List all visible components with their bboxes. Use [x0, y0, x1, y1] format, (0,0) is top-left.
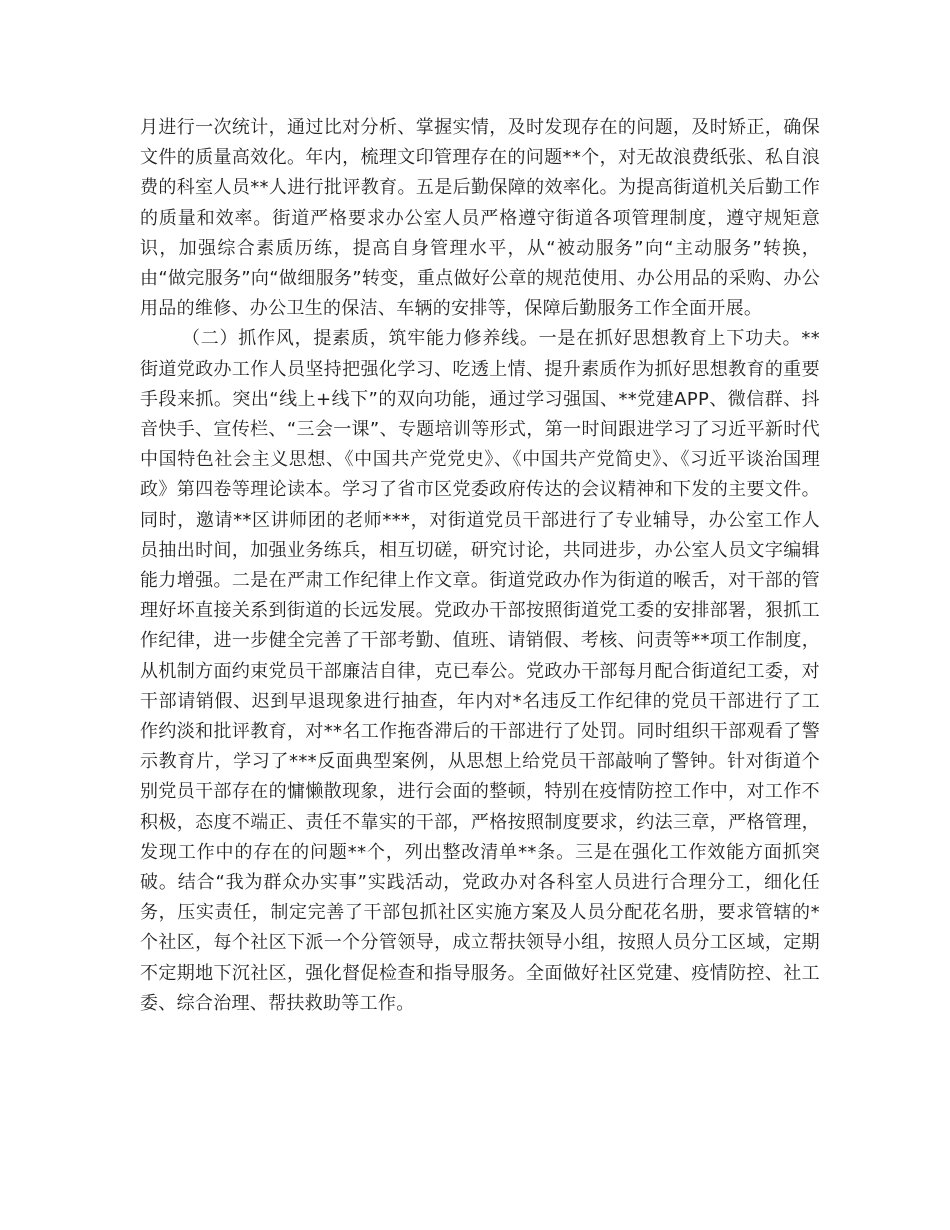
document-page	[140, 113, 820, 1019]
paragraph-work-style: （二）抓作风，提素质，筑牢能力修养线。一是在抓好思想教育上下功夫。**街道党政办工作人员坚持把强化学习、吃透上情、提升素质作为抓好思想教育的重要手段来抓。突出“线上+线下”的双向功能，通过学习强国、**党建APP、微信群、抖音快手、宣传栏、“三会一课”、专题培训等形式，第一时间跟进学习了习近平新时代中国特色社会主义思想、《中国共产党党史》、《中国共产党简史》、《习近平谈治国理政》第四卷等理论读本。学习了省市区党委政府传达的会议精神和下发的主要文件。同时，邀请**区讲师团的老师***，对街道党员干部进行了专业辅导，办公室工作人员抽出时间，加强业务练兵，相互切磋，研究讨论，共同进步，办公室人员文字编辑能力增强。二是在严肃工作纪律上作文章。街道党政办作为街道的喉舌，对干部的管理好坏直接关系到街道的长远发展。党政办干部按照街道党工委的安排部署，狠抓工作纪律，进一步健全完善了干部考勤、值班、请销假、考核、问责等**项工作制度，从机制方面约束党员干部廉洁自律，克已奉公。党政办干部每月配合街道纪工委，对干部请销假、迟到早退现象进行抽查，年内对*名违反工作纪律的党员干部进行了工作约淡和批评教育，对**名工作拖沓滞后的干部进行了处罚。同时组织干部观看了警示教育片，学习了***反面典型案例，从思想上给党员干部敲响了警钟。针对街道个别党员干部存在的慵懒散现象，进行会面的整顿，特别在疫情防控工作中，对工作不积极，态度不端正、责任不靠实的干部，严格按照制度要求，约法三章，严格管理，发现工作中的存在的问题**个，列出整改清单**条。三是在强化工作效能方面抓突破。结合“我为群众办实事”实践活动，党政办对各科室人员进行合理分工，细化任务，压实责任，制定完善了干部包抓社区实施方案及人员分配花名册，要求管辖的*个社区，每个社区下派一个分管领导，成立帮扶领导小组，按照人员分工区域，定期不定期地下沉社区，强化督促检查和指导服务。全面做好社区党建、疫情防控、社工委、综合治理、帮扶救助等工作。	[140, 328, 820, 1014]
paragraph-logistics: 月进行一次统计，通过比对分析、掌握实情，及时发现存在的问题，及时矫正，确保文件的质量高效化。年内，梳理文印管理存在的问题**个，对无故浪费纸张、私自浪费的科室人员**人进行批评教育。五是后勤保障的效率化。为提高街道机关后勤工作的质量和效率。街道严格要求办公室人员严格遵守街道各项管理制度，遵守规矩意识，加强综合素质历练，提高自身管理水平，从“被动服务”向“主动服务”转换，由“做完服务”向“做细服务”转变，重点做好公章的规范使用、办公用品的采购、办公用品的维修、办公卫生的保洁、车辆的安排等，保障后勤服务工作全面开展。	[140, 117, 820, 320]
